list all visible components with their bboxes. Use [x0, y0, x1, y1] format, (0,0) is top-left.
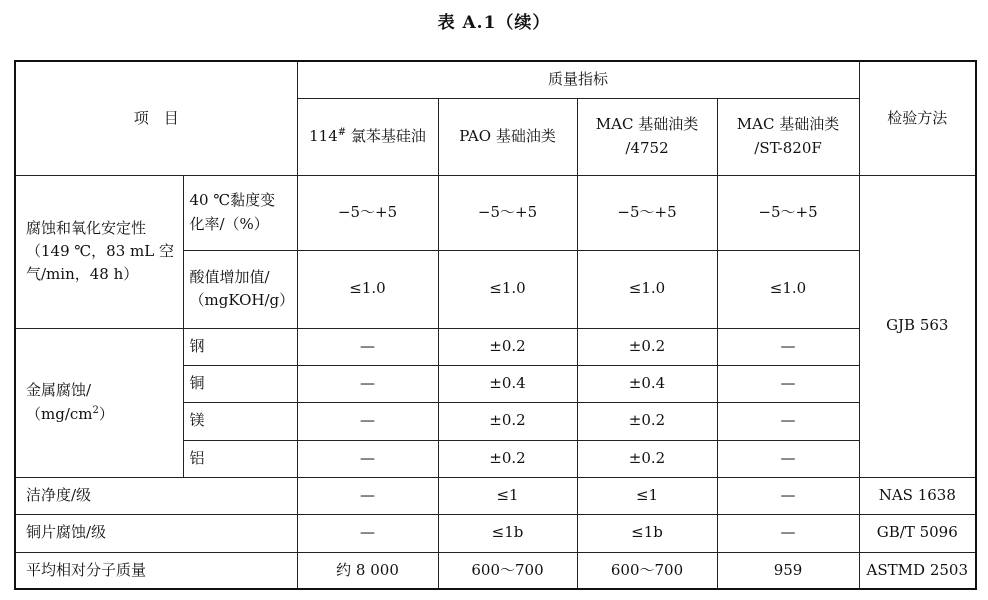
- copper-strip-label: 铜片腐蚀/级: [15, 514, 297, 552]
- table-cell: —: [297, 328, 438, 365]
- row-viscosity: [15, 175, 976, 250]
- table-cell: ±0.2: [438, 328, 577, 365]
- table-cell: —: [297, 365, 438, 402]
- metal-corrosion-label: 金属腐蚀/ $(mg/cm^2)$: [15, 328, 183, 477]
- table-cell: 约 8 000: [297, 552, 438, 589]
- header-item: 项 目: [15, 61, 297, 175]
- steel-label: 钢: [183, 328, 297, 365]
- table-cell: ≤1.0: [438, 250, 577, 328]
- table-cell: ≤1.0: [577, 250, 717, 328]
- table-cell: ±0.4: [577, 365, 717, 402]
- table-cell: ≤1b: [577, 514, 717, 552]
- mol-weight-label: 平均相对分子质量: [15, 552, 297, 589]
- row-mol-weight: [15, 552, 976, 589]
- table-title: 表 A.1（续）: [437, 13, 551, 33]
- table-cell: ±0.2: [577, 328, 717, 365]
- table-cell: ±0.4: [438, 365, 577, 402]
- table-cell: —: [297, 514, 438, 552]
- table-cell: ≤1b: [438, 514, 577, 552]
- header-col-4: MAC 基础油类 /ST-820F: [717, 98, 859, 175]
- table-cell: —: [297, 477, 438, 514]
- aluminum-label: 铝: [183, 440, 297, 477]
- table-cell: ≤1.0: [297, 250, 438, 328]
- viscosity-label: 40 ℃黏度变 化率/（%）: [183, 175, 297, 250]
- mol-weight-method: ASTMD 2503: [859, 552, 976, 589]
- cleanliness-label: 洁净度/级: [15, 477, 297, 514]
- table-cell: —: [717, 514, 859, 552]
- table-cell: ±0.2: [438, 402, 577, 440]
- table-cell: —: [297, 402, 438, 440]
- row-cleanliness: [15, 477, 976, 514]
- copper-label: 铜: [183, 365, 297, 402]
- header-method: 检验方法: [859, 61, 976, 175]
- table-cell: ≤1: [577, 477, 717, 514]
- table-cell: ±0.2: [577, 402, 717, 440]
- table-cell: ±0.2: [438, 440, 577, 477]
- table-cell: −5～+5: [438, 175, 577, 250]
- corrosion-oxidation-label: 腐蚀和氧化安定性 （149 ℃，83 mL 空 气/min，48 h）: [15, 175, 183, 328]
- header-row-1: [15, 61, 976, 98]
- table-cell: ≤1: [438, 477, 577, 514]
- header-col-2: PAO 基础油类: [438, 98, 577, 175]
- table-cell: −5～+5: [297, 175, 438, 250]
- table-cell: ≤1.0: [717, 250, 859, 328]
- magnesium-label: 镁: [183, 402, 297, 440]
- table-cell: —: [717, 440, 859, 477]
- table-cell: —: [717, 402, 859, 440]
- header-col-1: 114# 氯苯基硅油: [297, 98, 438, 175]
- copper-strip-method: GB/T 5096: [859, 514, 976, 552]
- table-cell: 600～700: [438, 552, 577, 589]
- table-cell: —: [717, 365, 859, 402]
- table-cell: ±0.2: [577, 440, 717, 477]
- spec-table: [14, 60, 977, 590]
- header-col-3: MAC 基础油类 /4752: [577, 98, 717, 175]
- table-cell: 600～700: [577, 552, 717, 589]
- table-cell: —: [717, 328, 859, 365]
- acid-label: 酸值增加值/ （mgKOH/g）: [183, 250, 297, 328]
- table-cell: −5～+5: [717, 175, 859, 250]
- table-cell: −5～+5: [577, 175, 717, 250]
- table-cell: —: [297, 440, 438, 477]
- table-cell: 959: [717, 552, 859, 589]
- header-quality: 质量指标: [297, 61, 859, 98]
- table-cell: —: [717, 477, 859, 514]
- row-steel: [15, 328, 976, 365]
- row-copper-strip: [15, 514, 976, 552]
- cleanliness-method: NAS 1638: [859, 477, 976, 514]
- gjb-method: GJB 563: [859, 175, 976, 477]
